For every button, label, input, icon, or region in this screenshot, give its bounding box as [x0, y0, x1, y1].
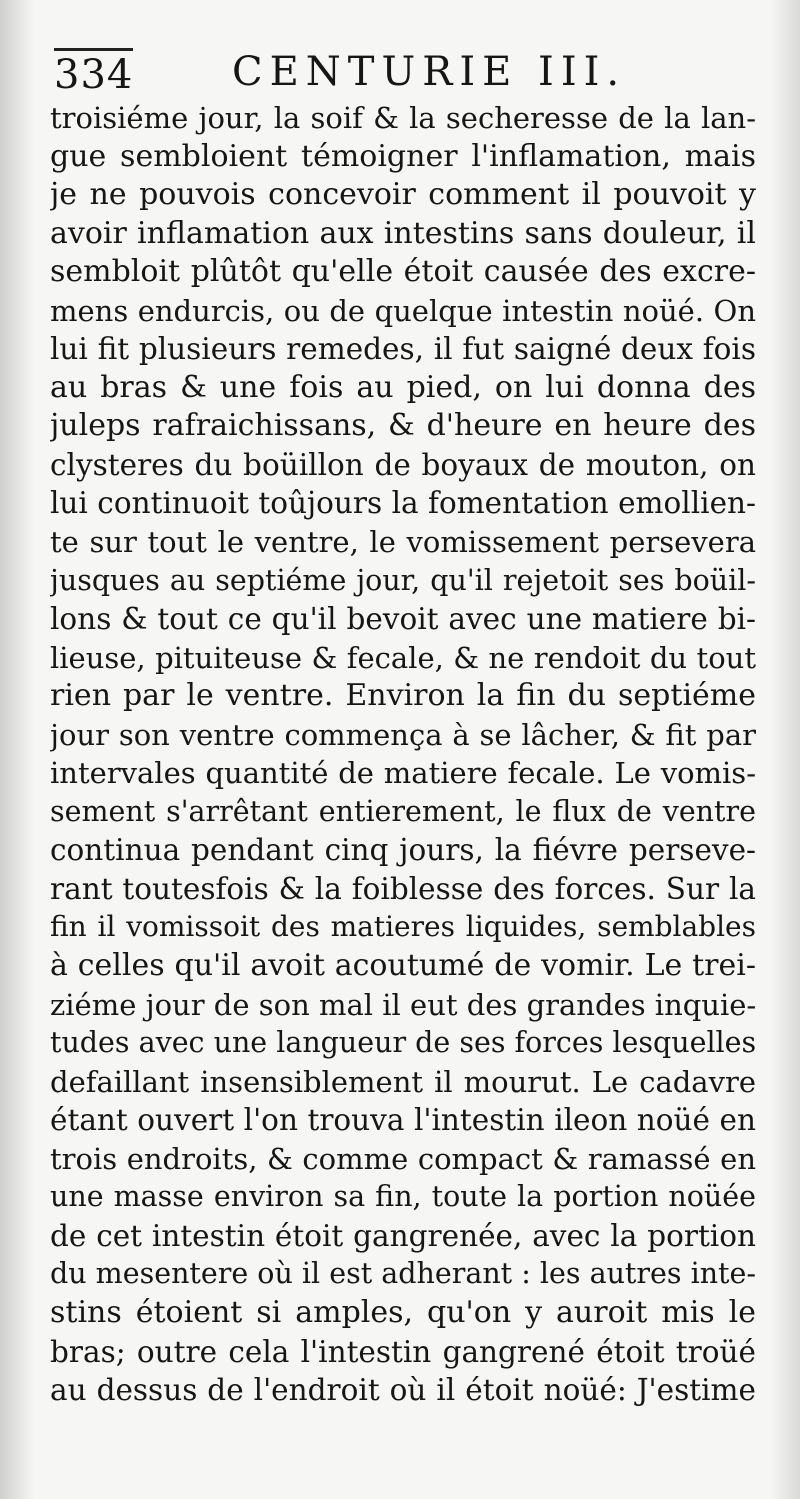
text-line: au dessus de l'endroit où il étoit noüé: J'estime: [50, 1373, 756, 1408]
text-line: une masse environ sa fin, toute la portion noüée: [50, 1180, 756, 1214]
body-text: [50, 99, 756, 1410]
text-line: jour son ventre commença à se lâcher, & fit par: [50, 717, 756, 752]
text-line: jusques au septiéme jour, qu'il rejetoit ses boüil-: [50, 563, 756, 597]
text-line: bras; outre cela l'intestin gangrené étoit troüé: [50, 1334, 756, 1369]
text-line: à celles qu'il avoit acoutumé de vomir. Le trei-: [50, 948, 756, 984]
text-line: troisiéme jour, la soif & la secheresse de la lan-: [50, 101, 756, 135]
running-head: CENTURIE III.: [232, 49, 627, 95]
text-line: je ne pouvois concevoir comment il pouvoit y: [50, 177, 756, 213]
text-line: avoir inflamation aux intestins sans douleur, il: [50, 215, 756, 251]
text-line: sement s'arrêtant entierement, le flux de ventre: [50, 794, 756, 828]
text-line: mens endurcis, ou de quelque intestin noüé. On: [50, 293, 756, 328]
page-edge-shadow: [770, 0, 800, 1499]
text-line: defaillant insensiblement il mourut. Le cadavre: [50, 1064, 756, 1099]
text-line: du mesentere où il est adherant : les autres inte-: [50, 1257, 756, 1291]
text-line: intervales quantité de matiere fecale. Le vomis-: [50, 756, 756, 791]
text-line: tudes avec une langueur de ses forces lesquelles: [50, 1026, 756, 1060]
text-line: te sur tout le ventre, le vomissement persevera: [50, 525, 756, 560]
text-line: lons & tout ce qu'il bevoit avec une matiere bi-: [50, 602, 756, 637]
page-gutter-shadow: [0, 0, 34, 1499]
text-line: lui fit plusieurs remedes, il fut saigné deux fois: [50, 332, 756, 367]
text-line: lieuse, pituiteuse & fecale, & ne rendoit du tout: [50, 640, 756, 675]
text-line: rien par le ventre. Environ la fin du septiéme: [50, 678, 756, 714]
page-header: [50, 40, 750, 98]
text-line: lui continuoit toûjours la fomentation emollien-: [50, 486, 756, 521]
text-line: juleps rafraichissans, & d'heure en heure des: [50, 408, 756, 444]
text-line: rant toutesfois & la foiblesse des forces. Sur la: [50, 871, 756, 906]
text-line: continua pendant cinq jours, la fiévre perseve-: [50, 833, 756, 868]
text-line: trois endroits, & comme compact & ramassé en: [50, 1141, 756, 1176]
page-number: 334: [54, 48, 133, 99]
text-line: de cet intestin étoit gangrenée, avec la portion: [50, 1218, 756, 1253]
text-line: étant ouvert l'on trouva l'intestin ileon noüé en: [50, 1103, 756, 1138]
text-line: ziéme jour de son mal il eut des grandes inquie-: [50, 987, 756, 1022]
text-line: clysteres du boüillon de boyaux de mouton, on: [50, 447, 756, 482]
text-line: au bras & une fois au pied, on lui donna des: [50, 369, 756, 405]
text-line: sembloit plûtôt qu'elle étoit causée des excre-: [50, 254, 756, 290]
text-line: gue sembloient témoigner l'inflamation, mais: [50, 138, 756, 174]
text-line: fin il vomissoit des matieres liquides, semblables: [50, 910, 756, 944]
text-line: stins étoient si amples, qu'on y auroit mis le: [50, 1294, 756, 1330]
